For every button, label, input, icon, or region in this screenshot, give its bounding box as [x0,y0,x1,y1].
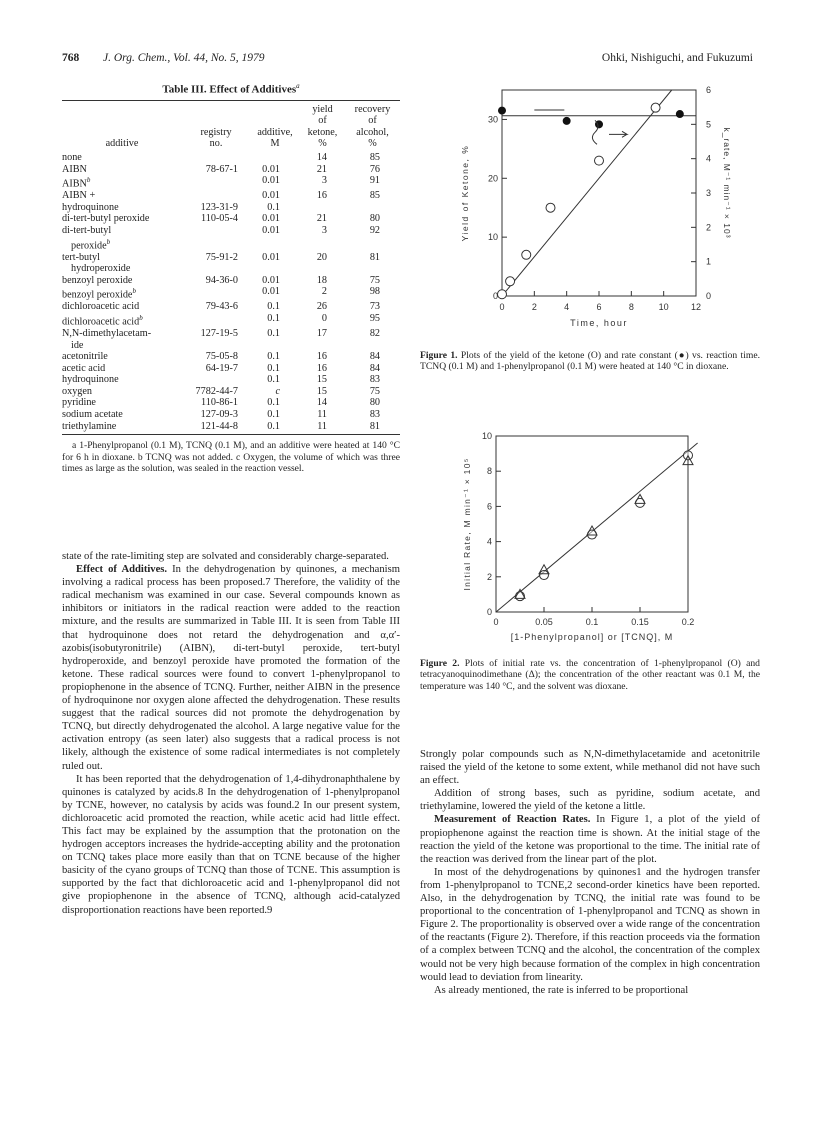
additive-name: none [62,152,82,164]
cell-registry: 127-09-3 [200,409,238,421]
cell-alcohol [345,237,400,252]
additive-name: N,N-dimethylacetam- [62,327,152,339]
journal-header: J. Org. Chem., Vol. 44, No. 5, 1979 [103,52,265,64]
cell-registry [182,225,250,237]
table-row [62,397,400,409]
paragraph [420,748,760,787]
yield-point [506,277,515,286]
cell-registry: 79-43-6 [205,301,238,313]
cell-additive [62,237,182,252]
cell-alcohol: 81 [369,251,380,263]
cell-registry [182,152,250,164]
cell-additive [62,409,182,421]
table-body [62,152,400,432]
yield-point [595,156,604,165]
cell-additive [62,340,182,352]
cell-alcohol [345,202,400,214]
table-3-grid [62,104,400,433]
additive-name: benzoyl peroxide [62,274,133,286]
cell-alcohol: 84 [369,362,380,374]
additive-name: peroxide [71,239,107,251]
paragraph-text: Addition of strong bases, such as pyridine, sodium acetate, and triethylamine, lowered the yield of the ketone a little. [420,788,760,813]
cell-additive [62,328,182,340]
cell-conc: 0.1 [267,327,280,339]
y-tick-label: 10 [481,431,492,441]
cell-additive [62,363,182,375]
table-row [62,286,400,301]
cell-ketone: 15 [316,374,327,386]
cell-additive [62,421,182,433]
cell-registry: 123-31-9 [200,201,238,213]
paragraph [420,984,760,997]
cell-additive [62,351,182,363]
cell-alcohol: 75 [369,385,380,397]
cell-alcohol: 84 [369,351,380,363]
x-axis-label: [1-Phenylpropanol] or [TCNQ], M [510,632,674,642]
y-right-tick-label: 6 [706,85,712,95]
cell-additive [62,252,182,264]
cell-ketone: 17 [316,327,327,339]
table-row [62,152,400,164]
cell-additive [62,286,182,301]
cell-ketone [300,263,345,275]
cell-registry [182,237,250,252]
table-row [62,351,400,363]
cell-ketone: 26 [316,301,327,313]
paragraph-text: It has been reported that the dehydrogenation of 1,4-dihydronaphthalene by quinones is catalyzed by acids.8 In the dehydrogenation of 1-phenylpropanol by TCNE, however, no catalysis by acids was found.2 In our present system, dichloroacetic acid promoted the reaction, while acetic acid had little effect. This fact may be explained by the assumption that the protonation on the hydrogen acceptors increases the hydride-accepting ability and the protonation on TCNQ takes place more easily than that on TCNE because of the higher basicity of the cyano groups of TCNQ than those of TCNE. This assumption is supported by the fact that dichloroacetic acid and 1-phenylpropanol did not give propiophenone in the absence of TCNQ, although acid-catalyzed disproportionation reactions have been reported.9 [62,773,400,916]
table-row [62,190,400,202]
cell-ketone [300,237,345,252]
table-3 [62,82,400,475]
cell-additive [62,152,182,164]
table-row [62,252,400,264]
cell-alcohol: 85 [369,152,380,164]
cell-alcohol [345,340,400,352]
cell-additive [62,164,182,176]
section-heading: Effect of Additives. [76,564,168,576]
paragraph [420,787,760,813]
paragraph [62,773,400,917]
arrow-right-to-axis [609,131,627,137]
y-tick-label: 0 [492,291,498,301]
cell-alcohol: 98 [369,286,380,298]
cell-ketone: 14 [316,152,327,164]
yield-fit-line [502,90,672,296]
table-footnote: a 1-Phenylpropanol (0.1 M), TCNQ (0.1 M), and an additive were heated at 140 °C for 6 h in dioxane. b TCNQ was not added. c Oxygen, the volume of which was three times as large as the solution, was sealed in the reaction vessel. [62,440,400,475]
authors-header: Ohki, Nishiguchi, and Fukuzumi [601,52,753,64]
y-tick-label: 8 [486,466,492,477]
cell-ketone: 16 [316,362,327,374]
cell-additive [62,225,182,237]
cell-conc: 0.1 [267,362,280,374]
additive-name: triethylamine [62,420,117,432]
cell-additive [62,374,182,386]
col-alcohol-recovery: recovery of alcohol, % [354,103,391,150]
table-row [62,213,400,225]
cell-alcohol: 82 [369,327,380,339]
cell-additive [62,275,182,287]
cell-conc [250,237,300,252]
y-tick-label: 2 [486,571,492,582]
x-tick-label: 8 [628,302,634,312]
y-tick-label: 30 [487,114,498,125]
cell-ketone: 2 [321,286,327,298]
x-tick-label: 0 [493,617,499,627]
cell-alcohol [345,263,400,275]
additive-name: AIBN [62,178,87,190]
y-tick-label: 0 [486,607,492,617]
cell-alcohol: 76 [369,163,380,175]
cell-ketone: 18 [316,274,327,286]
additive-name: tert-butyl [62,251,100,263]
cell-ketone: 11 [317,409,327,421]
cell-registry [182,340,250,352]
table-header-row [62,104,400,152]
table-row [62,225,400,237]
y-tick-label: 4 [486,536,492,547]
cell-ketone: 3 [321,175,327,187]
table-row [62,275,400,287]
additive-name: hydroquinone [62,201,119,213]
additive-name: ide [71,339,84,351]
x-tick-label: 4 [564,302,570,312]
cell-registry: 121-44-8 [200,420,238,432]
paragraph-text: As already mentioned, the rate is inferred to be proportional [434,984,689,996]
cell-alcohol: 73 [369,301,380,313]
cell-conc: 0.01 [262,175,280,187]
y-tick-label: 10 [487,232,498,243]
additive-name: AIBN + [62,190,96,202]
additive-name: sodium acetate [62,409,123,421]
y-tick-label: 6 [486,501,492,512]
y-right-tick-label: 3 [706,188,712,198]
x-tick-label: 6 [596,302,602,312]
x-tick-label: 0.2 [681,617,695,627]
cell-additive [62,263,182,275]
cell-registry [182,175,250,190]
cell-additive [62,202,182,214]
table-row [62,164,400,176]
x-tick-label: 0 [499,302,505,312]
rate-point [563,117,571,125]
yield-point [651,103,660,112]
table-row [62,263,400,275]
y-right-tick-label: 2 [706,222,712,233]
additive-name: dichloroacetic acid [62,301,140,313]
figure-2-caption: Figure 2. Plots of initial rate vs. the concentration of 1-phenylpropanol (O) and tetracyanoquinodimethane (Δ); the concentration of the other reactant was 0.1 M, the temperature was 140 °C, and the solvent was dioxane. [420,658,760,692]
y-axis-label-left: Yield of Ketone, % [460,144,470,242]
cell-additive [62,313,182,328]
additive-name: acetonitrile [62,351,108,363]
paragraph-text: state of the rate-limiting step are solvated and considerably charge-separated. [62,551,389,562]
additive-name: pyridine [62,397,96,409]
additive-name: hydroquinone [62,374,119,386]
col-additive: additive [105,138,139,150]
table-row [62,374,400,386]
x-tick-label: 10 [658,302,669,312]
cell-registry: 75-91-2 [205,251,238,263]
additive-name: acetic acid [62,362,106,374]
cell-alcohol: 83 [369,409,380,421]
table-title: Table III. Effect of Additives$^a$ [162,82,300,96]
cell-ketone: 15 [316,385,327,397]
cell-ketone: 21 [316,213,327,225]
cell-registry: 110-05-4 [201,213,238,225]
rate-point [498,107,506,115]
plot-frame [496,436,688,612]
yield-point [546,203,555,212]
table-row [62,301,400,313]
cell-alcohol: 92 [369,224,380,236]
y-right-tick-label: 0 [706,291,712,301]
cell-conc: 0.1 [267,312,280,324]
cell-conc: 0.01 [262,251,280,263]
cell-conc: 0.01 [262,213,280,225]
paragraph [62,563,400,773]
cell-conc [250,152,300,164]
cell-conc: 0.1 [267,420,280,432]
paragraph-text: Strongly polar compounds such as N,N-dimethylacetamide and acetonitrile raised the yield of the ketone to some extent, while methanol did not have such an effect. [420,749,760,787]
y-axis-label: Initial Rate, M min⁻¹ × 10⁵ [462,457,472,591]
paragraph-text: In Figure 1, a plot of the yield of propiophenone against the reaction time is shown. At the initial stage of the reaction the yield of the ketone was proportional to the time. The initial rate of the reaction was derived from the linear part of the plot. [420,814,760,865]
y-tick-label: 20 [487,173,498,184]
cell-conc: 0.1 [267,351,280,363]
table-row [62,409,400,421]
cell-registry [182,190,250,202]
cell-registry [182,374,250,386]
table-row [62,363,400,375]
yield-point [522,250,531,259]
cell-alcohol: 75 [369,274,380,286]
cell-alcohol: 85 [369,190,380,202]
cell-ketone: 16 [316,190,327,202]
paragraph [420,866,760,984]
cell-conc: 0.01 [262,286,280,298]
x-axis-label: Time, hour [570,318,628,328]
y-axis-label-right: k_rate, M⁻¹ min⁻¹ × 10³ [722,127,732,239]
cell-registry: 78-67-1 [205,163,238,175]
cell-ketone: 0 [321,312,327,324]
cell-registry: 64-19-7 [205,362,238,374]
cell-registry: 75-05-8 [205,351,238,363]
cell-ketone: 21 [316,163,327,175]
cell-conc [250,340,300,352]
cell-conc: 0.01 [262,163,280,175]
additive-name: dichloroacetic acid [62,316,140,328]
footnote-mark: b [132,287,136,296]
cell-ketone: 20 [316,251,327,263]
cell-alcohol: 80 [369,213,380,225]
figure-1-caption: Figure 1. Plots of the yield of the ketone (O) and rate constant (●) vs. reaction time. TCNQ (0.1 M) and 1-phenylpropanol (0.1 M) were heated at 140 °C in dioxane. [420,350,760,373]
y-right-tick-label: 5 [706,119,712,130]
cell-ketone [300,340,345,352]
table-row [62,237,400,252]
cell-conc: 0.1 [267,409,280,421]
table-row [62,175,400,190]
cell-conc: c [275,385,280,397]
cell-registry: 94-36-0 [205,274,238,286]
table-row [62,328,400,340]
x-tick-label: 0.15 [631,617,649,627]
cell-ketone: 11 [317,420,327,432]
additive-name: di-tert-butyl [62,224,112,236]
x-tick-label: 2 [531,302,537,312]
additive-name: AIBN [62,163,87,175]
table-row [62,313,400,328]
cell-additive [62,190,182,202]
cell-alcohol: 81 [369,420,380,432]
x-tick-label: 0.05 [535,617,553,627]
paragraph-text: In the dehydrogenation by quinones, a mechanism involving a radical process has been proposed.7 Therefore, the validity of the radical mechanism was examined in our case. Several compounds known as inhibitors or initiators in the radical reaction were added to the reaction mixture, and the results are summarized in Table III. It is seen from Table III that hydroquinone does not retard the dehydrogenation and α,α′-azobis(isobutyronitrile) (AIBN), di-tert-butyl peroxide, tert-butyl hydroperoxide, and benzoyl peroxide have promoted the formation of the ketone. These radical sources were found to convert 1-phenylpropanol to propiophenone in the absence of TCNQ. Further, neither AIBN in the presence of hydroquinone nor oxygen alone affected the dehydrogenation. These results suggest that the radical sources did not promote the dehydrogenation by TCNQ, but directly dehydrogenated the alcohol. A large negative value for the activation entropy (as seen later) also suggests that a radical process is not likely, although the existence of some radical intermediates is not completely ruled out. [62,564,400,772]
footnote-mark: b [106,237,111,246]
cell-registry [182,313,250,328]
cell-registry: 127-19-5 [200,327,238,339]
right-column-text [420,748,760,997]
cell-registry [182,286,250,301]
left-column-text [62,550,400,917]
cell-ketone [300,202,345,214]
y-right-tick-label: 4 [706,153,712,164]
table-row [62,386,400,398]
additive-name: oxygen [62,385,92,397]
cell-additive [62,397,182,409]
x-tick-label: 12 [690,302,702,312]
yield-point [498,290,507,299]
cell-ketone: 3 [321,224,327,236]
page-number-header: 768 [62,52,80,64]
paragraph [62,550,400,563]
table-row [62,202,400,214]
rate-point [676,110,684,118]
col-concentration: additive, M [257,126,293,150]
table-row [62,340,400,352]
cell-additive [62,213,182,225]
cell-alcohol: 95 [369,312,380,324]
cell-ketone: 14 [316,397,327,409]
fit-line [496,443,698,612]
table-row [62,421,400,433]
cell-additive [62,175,182,190]
x-tick-label: 0.1 [585,617,599,627]
cell-registry: 7782-44-7 [195,385,238,397]
cell-additive [62,301,182,313]
cell-conc: 0.1 [267,374,280,386]
cell-conc: 0.01 [262,224,280,236]
col-registry: registry no. [200,126,232,150]
cell-registry: 110-86-1 [201,397,238,409]
section-heading: Measurement of Reaction Rates. [434,814,591,826]
col-ketone-yield: yield of ketone, % [307,103,338,150]
cell-alcohol: 91 [369,175,380,187]
cell-conc: 0.01 [262,274,280,286]
cell-conc [250,263,300,275]
figure-2-plot [438,430,738,646]
cell-conc: 0.01 [262,190,280,202]
cell-conc: 0.1 [267,397,280,409]
cell-conc: 0.1 [267,201,280,213]
additive-name: di-tert-butyl peroxide [62,213,150,225]
paragraph [420,813,760,865]
cell-ketone: 16 [316,351,327,363]
figure-1-plot [438,80,760,342]
cell-additive [62,386,182,398]
phenylpropanol-point [540,571,549,580]
phenylpropanol-point [516,592,525,601]
paragraph-text: In most of the dehydrogenations by quinones1 and the hydrogen transfer from 1-phenylpropanol to TCNE,2 second-order kinetics have been reported. Also, in the dehydrogenation by TCNQ, the initial rate was found to be proportional to the concentration of 1-phenylpropanol and TCNQ as shown in Figure 2. The proportionality is observed over a wide range of the concentration of the reactants (Figure 2). Therefore, if this reaction proceeds via the formation of a complex between TCNQ and the alcohol, the concentration of the complex would not be very high because formation of the complex in high concentration would lead to deviation from linearity. [420,866,760,983]
y-right-tick-label: 1 [706,256,712,267]
cell-conc: 0.1 [267,301,280,313]
cell-alcohol: 83 [369,374,380,386]
footnote-mark: b [86,176,91,185]
footnote-mark: b [139,313,143,322]
cell-registry [182,263,250,275]
cell-alcohol: 80 [369,397,380,409]
additive-name: hydroperoxide [71,263,131,275]
additive-name: benzoyl peroxide [62,289,133,301]
